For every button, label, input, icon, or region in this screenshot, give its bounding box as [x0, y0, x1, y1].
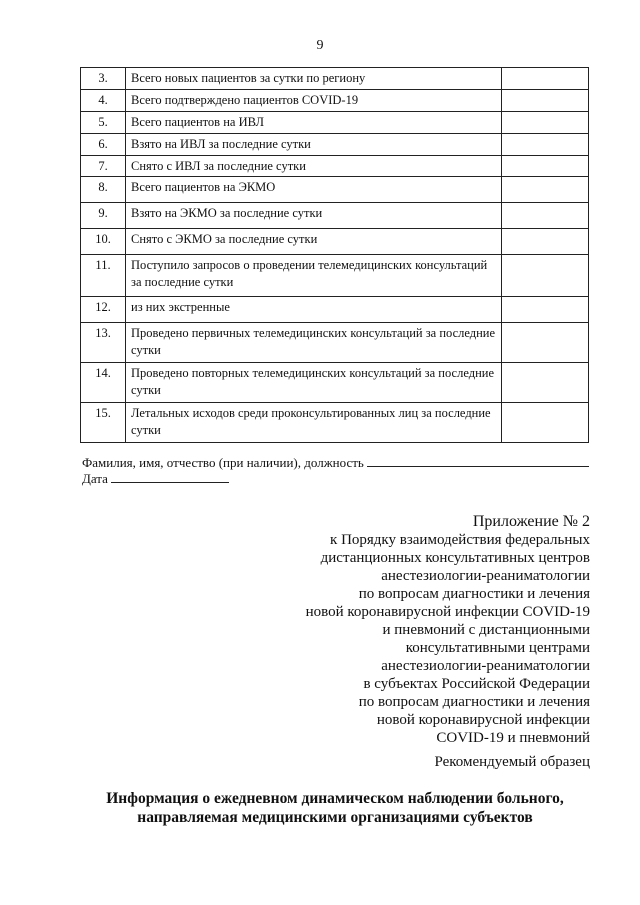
row-value-cell[interactable] [502, 255, 589, 297]
row-number: 10. [81, 229, 126, 255]
row-value-cell[interactable] [502, 133, 589, 155]
row-value-cell[interactable] [502, 203, 589, 229]
date-blank[interactable] [111, 470, 229, 483]
row-indicator: Снято с ИВЛ за последние сутки [126, 155, 502, 177]
table-row [81, 155, 589, 177]
row-indicator: Проведено первичных телемедицинских консультаций за последние сутки [126, 323, 502, 363]
appendix-line: COVID-19 и пневмоний [436, 730, 590, 747]
row-indicator: Всего подтверждено пациентов COVID-19 [126, 89, 502, 111]
table-row [81, 111, 589, 133]
appendix-heading: Приложение № 2 [472, 513, 590, 530]
document-title-line: направляемая медицинскими организациями субъектов [137, 809, 533, 827]
appendix-line: и пневмоний с дистанционными [382, 622, 590, 639]
row-number: 5. [81, 111, 126, 133]
row-indicator: Взято на ЭКМО за последние сутки [126, 203, 502, 229]
row-number: 13. [81, 323, 126, 363]
row-indicator: Проведено повторных телемедицинских консультаций за последние сутки [126, 363, 502, 403]
row-value-cell[interactable] [502, 363, 589, 403]
appendix-line: анестезиологии-реаниматологии [381, 658, 590, 675]
row-number: 12. [81, 297, 126, 323]
row-value-cell[interactable] [502, 297, 589, 323]
appendix-line: к Порядку взаимодействия федеральных [330, 532, 590, 549]
row-value-cell[interactable] [502, 111, 589, 133]
row-value-cell[interactable] [502, 229, 589, 255]
row-indicator: Снято с ЭКМО за последние сутки [126, 229, 502, 255]
table-row [81, 323, 589, 363]
row-indicator: Всего новых пациентов за сутки по региону [126, 68, 502, 90]
table-row [81, 203, 589, 229]
table-row [81, 403, 589, 443]
row-value-cell[interactable] [502, 403, 589, 443]
row-value-cell[interactable] [502, 155, 589, 177]
row-number: 7. [81, 155, 126, 177]
row-number: 8. [81, 177, 126, 203]
row-number: 14. [81, 363, 126, 403]
row-number: 4. [81, 89, 126, 111]
table-row [81, 229, 589, 255]
fio-label: Фамилия, имя, отчество (при наличии), должность [82, 455, 364, 470]
row-value-cell[interactable] [502, 177, 589, 203]
sample-label: Рекомендуемый образец [434, 754, 590, 770]
row-indicator: Летальных исходов среди проконсультированных лиц за последние сутки [126, 403, 502, 443]
row-indicator: из них экстренные [126, 297, 502, 323]
row-value-cell[interactable] [502, 68, 589, 90]
fio-line [82, 454, 589, 471]
document-title [80, 789, 590, 828]
report-table [80, 67, 589, 443]
row-number: 11. [81, 255, 126, 297]
table-row [81, 297, 589, 323]
row-value-cell[interactable] [502, 89, 589, 111]
appendix-line: дистанционных консультативных центров [320, 550, 590, 567]
table-row [81, 255, 589, 297]
appendix-line: по вопросам диагностики и лечения [358, 586, 590, 603]
appendix-line: по вопросам диагностики и лечения [358, 694, 590, 711]
row-value-cell[interactable] [502, 323, 589, 363]
row-indicator: Всего пациентов на ИВЛ [126, 111, 502, 133]
table-row [81, 89, 589, 111]
row-indicator: Взято на ИВЛ за последние сутки [126, 133, 502, 155]
date-label: Дата [82, 471, 108, 486]
appendix-line: новой коронавирусной инфекции [376, 712, 590, 729]
page-number: 9 [316, 38, 324, 53]
table-row [81, 363, 589, 403]
table-row [81, 177, 589, 203]
appendix-line: анестезиологии-реаниматологии [381, 568, 590, 585]
appendix-line: в субъектах Российской Федерации [363, 676, 590, 693]
table-row [81, 68, 589, 90]
row-indicator: Поступило запросов о проведении телемедицинских консультаций за последние сутки [126, 255, 502, 297]
row-number: 15. [81, 403, 126, 443]
appendix-block [260, 512, 590, 747]
table-row [81, 133, 589, 155]
appendix-line: новой коронавирусной инфекции COVID-19 [305, 604, 590, 621]
appendix-line: консультативными центрами [405, 640, 590, 657]
date-line [82, 470, 229, 487]
row-number: 3. [81, 68, 126, 90]
row-number: 6. [81, 133, 126, 155]
row-indicator: Всего пациентов на ЭКМО [126, 177, 502, 203]
row-number: 9. [81, 203, 126, 229]
document-title-line: Информация о ежедневном динамическом наблюдении больного, [106, 790, 564, 807]
fio-blank[interactable] [367, 454, 589, 467]
